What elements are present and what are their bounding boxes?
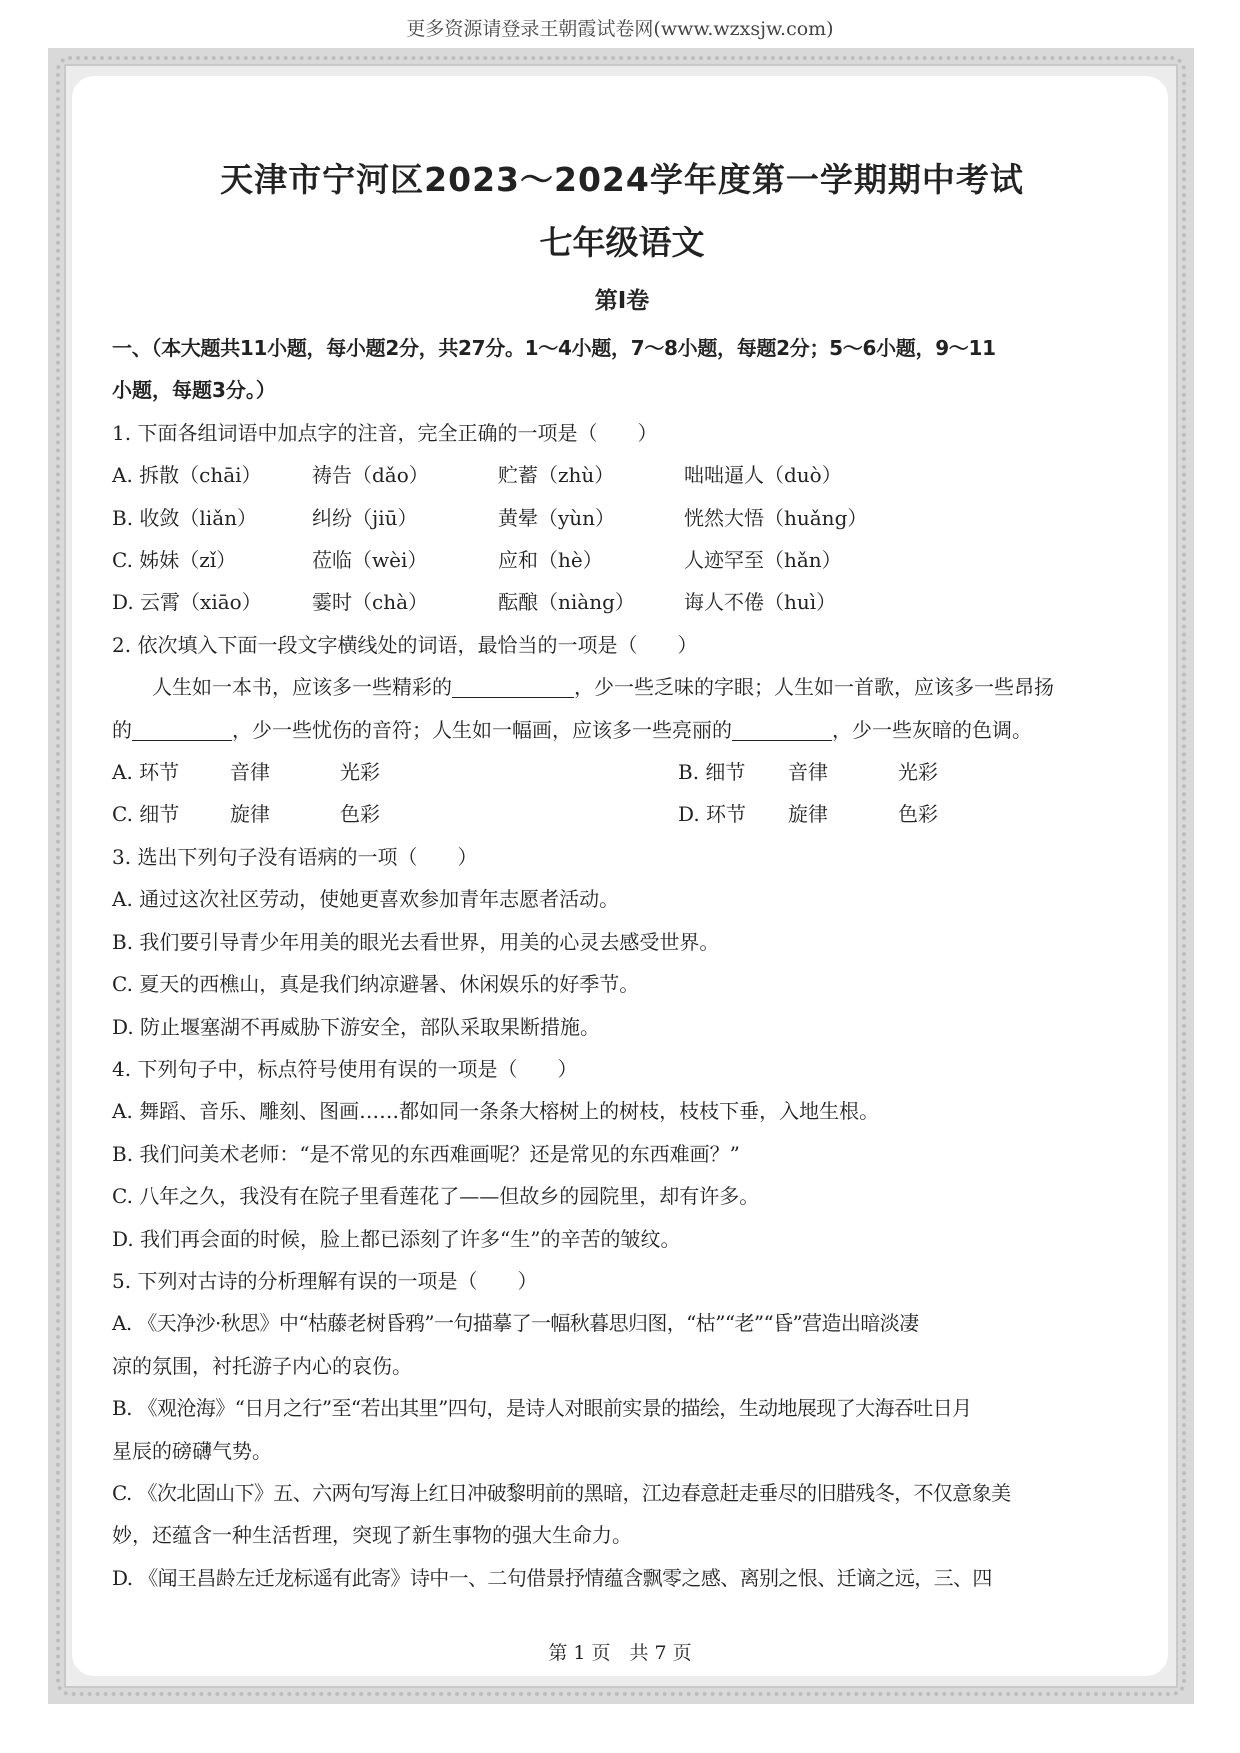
q2-b-3: 光彩 [898, 760, 938, 785]
question-1-option-c [112, 539, 1132, 581]
fill-blank-3 [732, 716, 832, 741]
q1-b-3: 黄晕（yùn） [498, 505, 616, 530]
question-2-options-row-1 [112, 751, 1132, 793]
question-5-option-a-line-1: A. 《天净沙·秋思》中“枯藤老树昏鸦”一句描摹了一幅秋暮思归图，“枯”“老”“昏”营造出暗淡凄 [112, 1311, 919, 1336]
q1-a-3: 贮蓄（zhù） [498, 463, 615, 488]
question-1-option-b [112, 497, 1132, 539]
header-banner: 更多资源请登录王朝霞试卷网(www.wzxsjw.com) [406, 18, 834, 40]
question-3-option-b: B. 我们要引导青少年用美的眼光去看世界，用美的心灵去感受世界。 [112, 929, 720, 954]
question-4-option-d: D. 我们再会面的时候，脸上都已添刻了许多“生”的辛苦的皱纹。 [112, 1226, 681, 1251]
q2-b-1: B. 细节 [678, 760, 746, 785]
q1-d-2: 霎时（chà） [312, 590, 429, 615]
question-3-option-d: D. 防止堰塞湖不再威胁下游安全，部队采取果断措施。 [112, 1014, 601, 1039]
fill-blank-2 [132, 716, 232, 741]
q2-c-1: C. 细节 [112, 802, 180, 827]
q1-a-2: 祷告（dǎo） [312, 463, 429, 488]
q2-d-3: 色彩 [898, 802, 938, 827]
section-line-1: 一、（本大题共11小题，每小题2分，共27分。1～4小题，7～8小题，每题2分；5～6小题，9～11 [112, 336, 996, 360]
q1-c-4: 人迹罕至（hǎn） [684, 548, 842, 573]
question-5-stem: 5. 下列对古诗的分析理解有误的一项是（ ） [112, 1268, 538, 1293]
section-line-2: 小题，每题3分。） [112, 378, 276, 403]
question-5-option-b-line-2: 星辰的磅礴气势。 [112, 1438, 272, 1463]
q2-b-2: 音律 [788, 760, 828, 785]
q1-d-4: 诲人不倦（huì） [684, 590, 837, 615]
q1-c-1: C. 姊妹（zǐ） [112, 548, 237, 573]
question-5-option-a-line-2: 凉的氛围，衬托游子内心的哀伤。 [112, 1353, 412, 1378]
q2-a-3: 光彩 [340, 760, 380, 785]
question-1-stem: 1. 下面各组词语中加点字的注音，完全正确的一项是（ ） [112, 420, 658, 445]
passage-text: 人生如一本书，应该多一些精彩的 [152, 675, 452, 700]
exam-title: 天津市宁河区2023～2024学年度第一学期期中考试 [220, 160, 1024, 199]
q1-a-4: 咄咄逼人（duò） [684, 463, 842, 488]
question-3-stem: 3. 选出下列句子没有语病的一项（ ） [112, 844, 478, 869]
q2-d-1: D. 环节 [678, 802, 747, 827]
question-2-passage-line-2 [112, 709, 1132, 751]
question-2-passage-line-1 [112, 666, 1132, 708]
q1-c-2: 莅临（wèi） [312, 548, 428, 573]
question-4-stem: 4. 下列句子中，标点符号使用有误的一项是（ ） [112, 1056, 578, 1081]
question-4-option-a: A. 舞蹈、音乐、雕刻、图画……都如同一条条大榕树上的树枝，枝枝下垂，入地生根。 [112, 1099, 880, 1124]
question-4-option-b: B. 我们问美术老师：“是不常见的东西难画呢？还是常见的东西难画？” [112, 1141, 740, 1166]
q2-c-3: 色彩 [340, 802, 380, 827]
question-5-option-c-line-2: 妙，还蕴含一种生活哲理，突现了新生事物的强大生命力。 [112, 1523, 632, 1548]
passage-text: ，少一些乏味的字眼；人生如一首歌，应该多一些昂扬 [574, 675, 1054, 700]
page-footer: 第 1 页 共 7 页 [548, 1642, 692, 1664]
q1-d-1: D. 云霄（xiāo） [112, 590, 262, 615]
q1-b-1: B. 收敛（liǎn） [112, 505, 258, 530]
q2-a-2: 音律 [230, 760, 270, 785]
q1-a-1: A. 拆散（chāi） [112, 463, 262, 488]
section-heading [112, 327, 1132, 412]
question-2-options-row-2 [112, 793, 1132, 835]
q2-d-2: 旋律 [788, 802, 828, 827]
question-5-option-c-line-1: C. 《次北固山下》五、六两句写海上红日冲破黎明前的黑暗，江边春意赶走垂尽的旧腊残冬，不仅意象美 [112, 1480, 1011, 1505]
exam-content [112, 140, 1132, 1599]
fill-blank-1 [452, 673, 574, 698]
question-1-option-d [112, 581, 1132, 623]
volume-heading: 第Ⅰ卷 [594, 288, 650, 314]
question-5-option-d-line-1: D. 《闻王昌龄左迁龙标遥有此寄》诗中一、二句借景抒情蕴含飘零之感、离别之恨、迁谪之远，三、四 [112, 1565, 992, 1590]
question-3-option-c: C. 夏天的西樵山，真是我们纳凉避暑、休闲娱乐的好季节。 [112, 972, 640, 997]
question-2-stem: 2. 依次填入下面一段文字横线处的词语，最恰当的一项是（ ） [112, 632, 698, 657]
q1-b-4: 恍然大悟（huǎng） [684, 505, 868, 530]
question-5-option-b-line-1: B. 《观沧海》“日月之行”至“若出其里”四句，是诗人对眼前实景的描绘，生动地展现了大海吞吐日月 [112, 1396, 972, 1421]
q1-d-3: 酝酿（niàng） [498, 590, 635, 615]
q1-b-2: 纠纷（jiū） [312, 505, 418, 530]
passage-text: 的 [112, 717, 132, 742]
question-1-option-a [112, 454, 1132, 496]
passage-text: ，少一些灰暗的色调。 [832, 717, 1032, 742]
question-4-option-c: C. 八年之久，我没有在院子里看莲花了——但故乡的园院里，却有许多。 [112, 1184, 760, 1209]
q2-a-1: A. 环节 [112, 760, 180, 785]
passage-text: ，少一些忧伤的音符；人生如一幅画，应该多一些亮丽的 [232, 717, 732, 742]
q1-c-3: 应和（hè） [498, 548, 603, 573]
q2-c-2: 旋律 [230, 802, 270, 827]
question-3-option-a: A. 通过这次社区劳动，使她更喜欢参加青年志愿者活动。 [112, 887, 620, 912]
exam-subtitle: 七年级语文 [539, 223, 705, 262]
